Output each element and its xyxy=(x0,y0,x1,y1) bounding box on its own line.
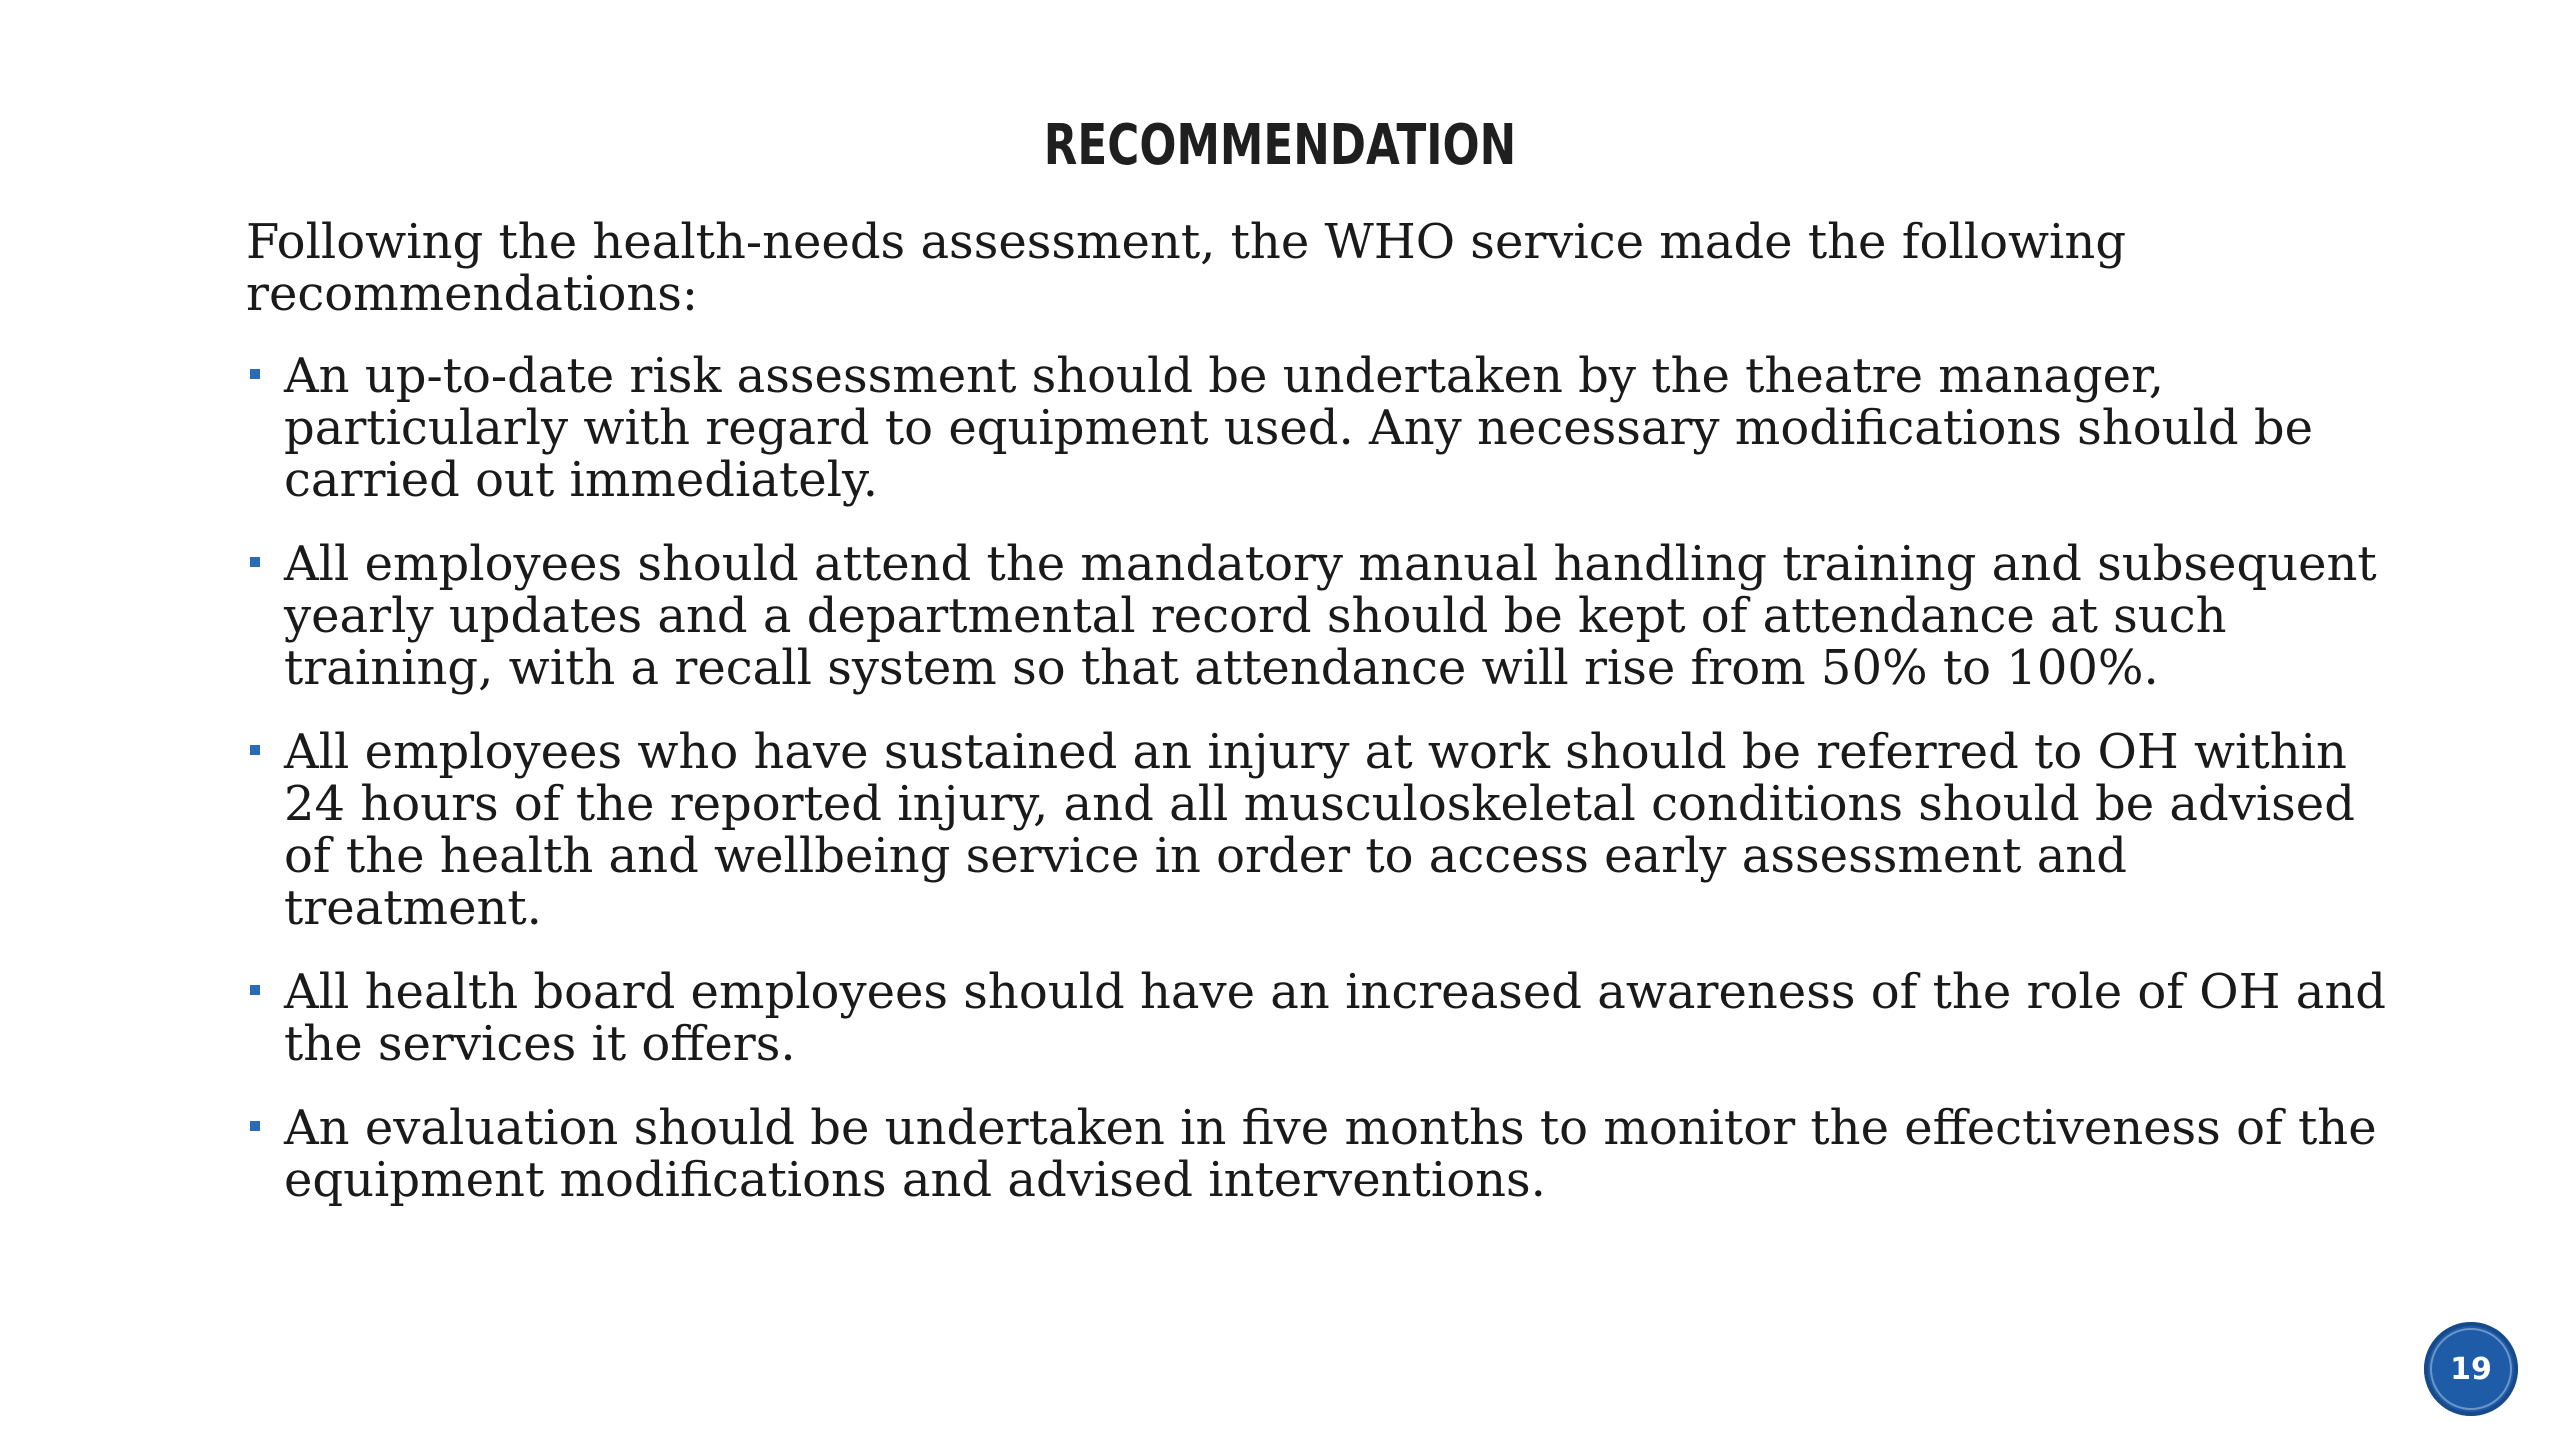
list-item xyxy=(246,1102,2386,1206)
bullet-square-icon xyxy=(250,369,260,379)
recommendation-list xyxy=(246,350,2386,1206)
slide-body xyxy=(246,216,2386,1238)
list-item-text: An up-to-date risk assessment should be undertaken by the theatre manager, particularly with regard to equipment used. Any necessary modifications should be carried out immediately. xyxy=(284,348,2313,508)
bullet-square-icon xyxy=(250,985,260,995)
list-item xyxy=(246,350,2386,506)
list-item-text: All employees should attend the mandatory manual handling training and subsequent yearly updates and a departmental record should be kept of attendance at such training, with a recall system so that attendance will rise from 50% to 100%. xyxy=(284,536,2377,696)
page-number: 19 xyxy=(2450,1351,2492,1387)
list-item xyxy=(246,726,2386,934)
list-item xyxy=(246,966,2386,1070)
bullet-square-icon xyxy=(250,745,260,755)
list-item xyxy=(246,538,2386,694)
slide-title: RECOMMENDATION xyxy=(1043,113,1517,178)
bullet-square-icon xyxy=(250,1121,260,1131)
list-item-text: An evaluation should be undertaken in five months to monitor the effectiveness of the equipment modifications and advised interventions. xyxy=(284,1100,2377,1208)
list-item-text: All employees who have sustained an injury at work should be referred to OH within 24 hours of the reported injury, and all musculoskeletal conditions should be advised of the health and wellbeing service in order to access early assessment and treatment. xyxy=(284,724,2355,936)
bullet-square-icon xyxy=(250,557,260,567)
intro-paragraph: Following the health-needs assessment, the WHO service made the following recommendations: xyxy=(246,214,2127,322)
page-number-badge xyxy=(2424,1322,2518,1416)
list-item-text: All health board employees should have an increased awareness of the role of OH and the services it offers. xyxy=(284,964,2387,1072)
